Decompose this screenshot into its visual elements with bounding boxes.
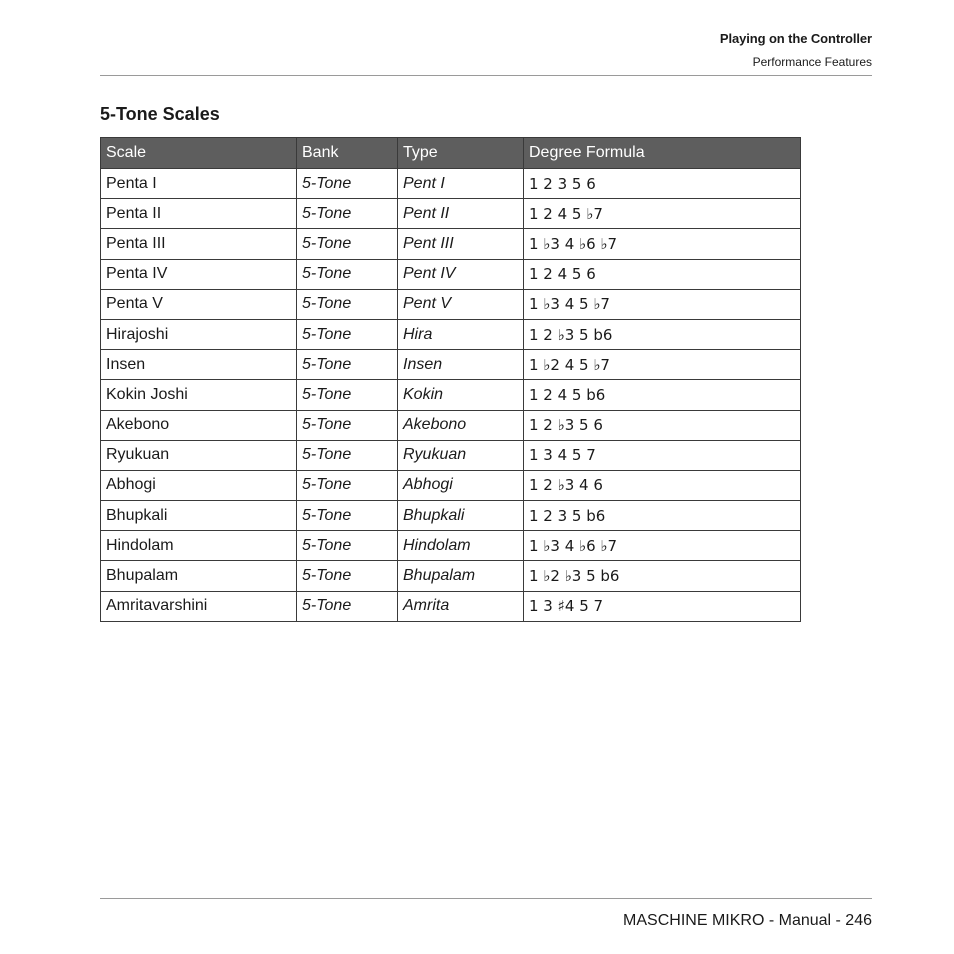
column-header-degree-formula: Degree Formula: [524, 138, 801, 169]
degree-formula-cell: 1 ♭3 4 5 ♭7: [524, 289, 801, 319]
bank-cell: 5-Tone: [297, 259, 398, 289]
column-header-bank: Bank: [297, 138, 398, 169]
bank-cell: 5-Tone: [297, 501, 398, 531]
scale-cell: Kokin Joshi: [101, 380, 297, 410]
bank-cell: 5-Tone: [297, 319, 398, 349]
bank-cell: 5-Tone: [297, 199, 398, 229]
bank-cell: 5-Tone: [297, 289, 398, 319]
type-cell: Hindolam: [398, 531, 524, 561]
type-cell: Akebono: [398, 410, 524, 440]
scale-cell: Bhupalam: [101, 561, 297, 591]
degree-formula-cell: 1 2 ♭3 4 6: [524, 470, 801, 500]
bank-cell: 5-Tone: [297, 169, 398, 199]
table-row: [101, 380, 801, 410]
bank-cell: 5-Tone: [297, 380, 398, 410]
type-cell: Pent II: [398, 199, 524, 229]
scale-cell: Abhogi: [101, 470, 297, 500]
scale-cell: Hirajoshi: [101, 319, 297, 349]
degree-formula-cell: 1 2 ♭3 5 b6: [524, 319, 801, 349]
degree-formula-cell: 1 3 4 5 7: [524, 440, 801, 470]
table-row: [101, 470, 801, 500]
table-row: [101, 199, 801, 229]
degree-formula-cell: 1 2 4 5 b6: [524, 380, 801, 410]
type-cell: Pent IV: [398, 259, 524, 289]
table-row: [101, 410, 801, 440]
type-cell: Insen: [398, 350, 524, 380]
type-cell: Amrita: [398, 591, 524, 621]
table-row: [101, 501, 801, 531]
scale-cell: Penta II: [101, 199, 297, 229]
scales-table: [100, 137, 801, 622]
type-cell: Hira: [398, 319, 524, 349]
column-header-scale: Scale: [101, 138, 297, 169]
degree-formula-cell: 1 ♭3 4 ♭6 ♭7: [524, 531, 801, 561]
scale-cell: Bhupkali: [101, 501, 297, 531]
table-row: [101, 350, 801, 380]
table-header: [101, 138, 801, 169]
running-header-title: Playing on the Controller: [719, 31, 872, 46]
bank-cell: 5-Tone: [297, 561, 398, 591]
scale-cell: Akebono: [101, 410, 297, 440]
scale-cell: Penta III: [101, 229, 297, 259]
type-cell: Kokin: [398, 380, 524, 410]
bank-cell: 5-Tone: [297, 350, 398, 380]
degree-formula-cell: 1 2 4 5 6: [524, 259, 801, 289]
page-footer: MASCHINE MIKRO - Manual - 246: [623, 912, 872, 929]
scale-cell: Penta I: [101, 169, 297, 199]
table-row: [101, 229, 801, 259]
bank-cell: 5-Tone: [297, 470, 398, 500]
bank-cell: 5-Tone: [297, 591, 398, 621]
table-body: [101, 169, 801, 622]
degree-formula-cell: 1 ♭3 4 ♭6 ♭7: [524, 229, 801, 259]
table-row: [101, 169, 801, 199]
degree-formula-cell: 1 ♭2 4 5 ♭7: [524, 350, 801, 380]
scale-cell: Insen: [101, 350, 297, 380]
scale-cell: Ryukuan: [101, 440, 297, 470]
degree-formula-cell: 1 2 3 5 b6: [524, 501, 801, 531]
bank-cell: 5-Tone: [297, 531, 398, 561]
table-row: [101, 259, 801, 289]
table-row: [101, 561, 801, 591]
bank-cell: 5-Tone: [297, 440, 398, 470]
type-cell: Pent III: [398, 229, 524, 259]
type-cell: Bhupkali: [398, 501, 524, 531]
footer-divider: [100, 898, 872, 899]
bank-cell: 5-Tone: [297, 229, 398, 259]
table-row: [101, 319, 801, 349]
type-cell: Ryukuan: [398, 440, 524, 470]
degree-formula-cell: 1 3 ♯4 5 7: [524, 591, 801, 621]
bank-cell: 5-Tone: [297, 410, 398, 440]
section-heading: 5-Tone Scales: [100, 104, 220, 124]
running-header-subtitle: Performance Features: [752, 55, 872, 69]
type-cell: Bhupalam: [398, 561, 524, 591]
type-cell: Pent I: [398, 169, 524, 199]
degree-formula-cell: 1 2 4 5 ♭7: [524, 199, 801, 229]
table-row: [101, 591, 801, 621]
table-row: [101, 531, 801, 561]
degree-formula-cell: 1 2 ♭3 5 6: [524, 410, 801, 440]
type-cell: Pent V: [398, 289, 524, 319]
degree-formula-cell: 1 2 3 5 6: [524, 169, 801, 199]
table-row: [101, 440, 801, 470]
table-row: [101, 289, 801, 319]
column-header-type: Type: [398, 138, 524, 169]
header-divider: [100, 75, 872, 76]
scale-cell: Penta IV: [101, 259, 297, 289]
scale-cell: Amritavarshini: [101, 591, 297, 621]
type-cell: Abhogi: [398, 470, 524, 500]
degree-formula-cell: 1 ♭2 ♭3 5 b6: [524, 561, 801, 591]
table-header-row: [101, 138, 801, 169]
scale-cell: Penta V: [101, 289, 297, 319]
scale-cell: Hindolam: [101, 531, 297, 561]
